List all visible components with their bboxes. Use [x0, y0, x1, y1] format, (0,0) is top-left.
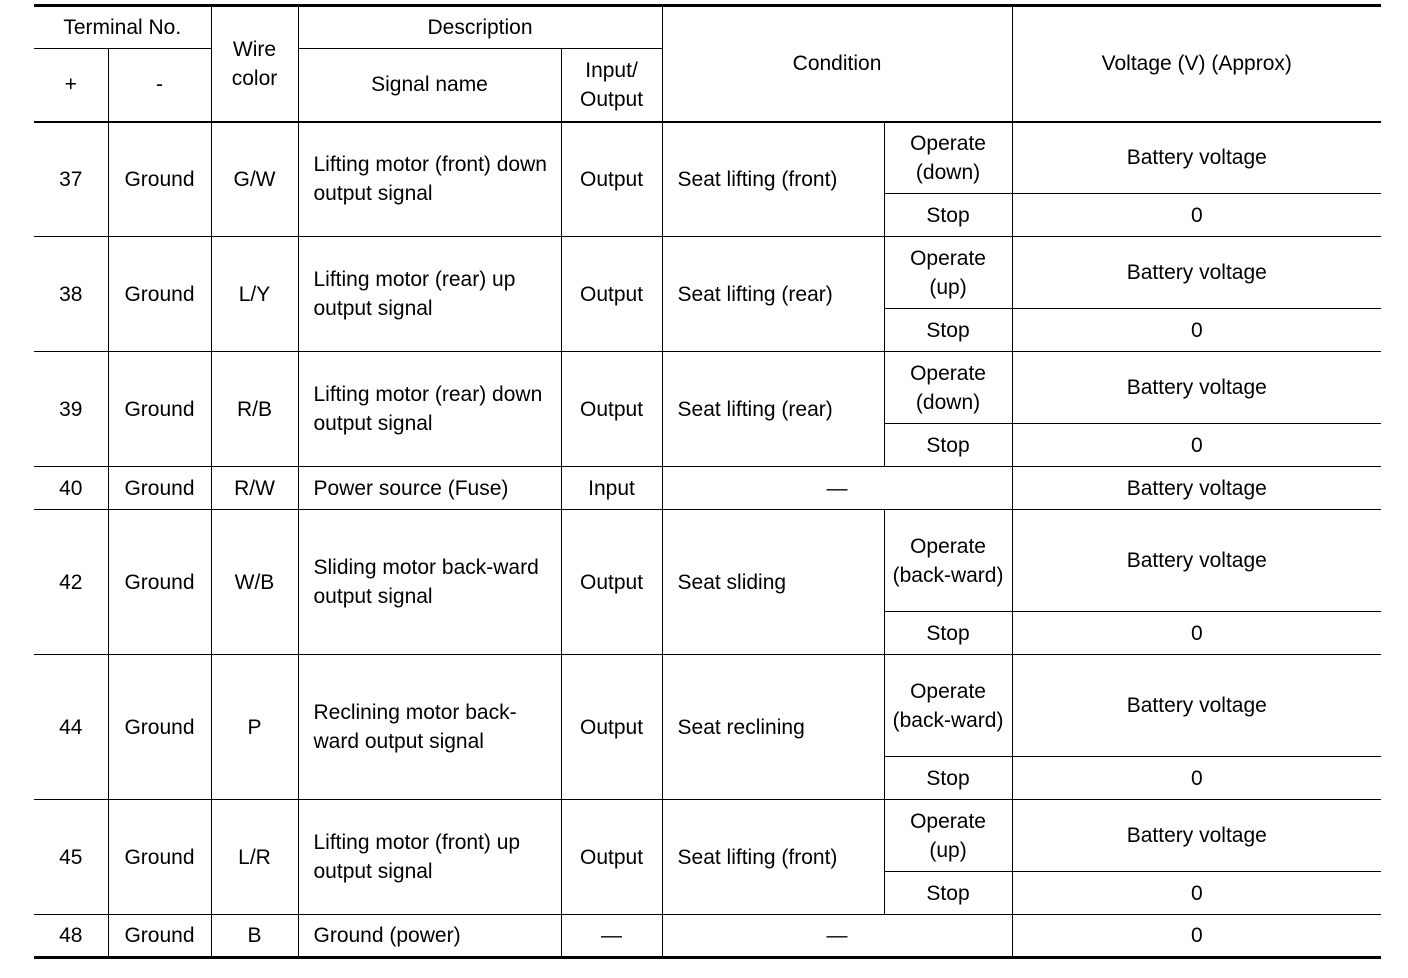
terminal-plus: 39: [34, 352, 108, 467]
wire-color: W/B: [211, 510, 298, 655]
condition-state: Operate (back-ward): [884, 655, 1012, 757]
table-row: [34, 352, 1381, 424]
terminal-plus: 38: [34, 237, 108, 352]
terminal-plus: 44: [34, 655, 108, 800]
condition: Seat sliding: [662, 510, 884, 655]
input-output: Output: [561, 655, 662, 800]
header-wire-color: Wire color: [211, 6, 298, 122]
wire-color: P: [211, 655, 298, 800]
terminal-minus: Ground: [108, 915, 211, 958]
signal-name: Lifting motor (front) down output signal: [298, 122, 561, 237]
input-output: Input: [561, 467, 662, 510]
signal-name: Lifting motor (rear) up output signal: [298, 237, 561, 352]
header-minus: -: [108, 49, 211, 122]
condition: —: [662, 915, 1012, 958]
voltage: Battery voltage: [1012, 510, 1381, 612]
input-output: Output: [561, 122, 662, 237]
wire-color: G/W: [211, 122, 298, 237]
voltage: Battery voltage: [1012, 122, 1381, 194]
signal-name: Power source (Fuse): [298, 467, 561, 510]
condition: Seat reclining: [662, 655, 884, 800]
input-output: Output: [561, 800, 662, 915]
condition: Seat lifting (rear): [662, 237, 884, 352]
voltage: 0: [1012, 612, 1381, 655]
terminal-minus: Ground: [108, 237, 211, 352]
wire-color: B: [211, 915, 298, 958]
header-terminal-no: Terminal No.: [34, 6, 211, 49]
signal-name: Lifting motor (rear) down output signal: [298, 352, 561, 467]
condition-state: Operate (back-ward): [884, 510, 1012, 612]
header-input-output: Input/ Output: [561, 49, 662, 122]
terminal-plus: 42: [34, 510, 108, 655]
signal-name: Reclining motor back-ward output signal: [298, 655, 561, 800]
condition: Seat lifting (front): [662, 122, 884, 237]
voltage: Battery voltage: [1012, 655, 1381, 757]
header-plus: +: [34, 49, 108, 122]
condition-state: Operate (down): [884, 352, 1012, 424]
table-row: [34, 800, 1381, 872]
table-row: [34, 510, 1381, 612]
condition: Seat lifting (front): [662, 800, 884, 915]
condition-state: Stop: [884, 309, 1012, 352]
condition-state: Stop: [884, 194, 1012, 237]
header-description: Description: [298, 6, 662, 49]
terminal-plus: 48: [34, 915, 108, 958]
terminal-minus: Ground: [108, 352, 211, 467]
header-signal-name: Signal name: [298, 49, 561, 122]
voltage: Battery voltage: [1012, 800, 1381, 872]
terminal-minus: Ground: [108, 122, 211, 237]
terminal-minus: Ground: [108, 510, 211, 655]
condition-state: Stop: [884, 757, 1012, 800]
input-output: Output: [561, 237, 662, 352]
wire-color: R/W: [211, 467, 298, 510]
wire-color: L/R: [211, 800, 298, 915]
terminal-minus: Ground: [108, 655, 211, 800]
voltage: Battery voltage: [1012, 352, 1381, 424]
terminal-plus: 45: [34, 800, 108, 915]
voltage: 0: [1012, 309, 1381, 352]
voltage: 0: [1012, 872, 1381, 915]
condition-state: Operate (up): [884, 800, 1012, 872]
input-output: —: [561, 915, 662, 958]
condition-state: Stop: [884, 872, 1012, 915]
table-row: [34, 915, 1381, 958]
table-row: [34, 122, 1381, 194]
wire-color: R/B: [211, 352, 298, 467]
condition-state: Stop: [884, 612, 1012, 655]
signal-name: Lifting motor (front) up output signal: [298, 800, 561, 915]
voltage: Battery voltage: [1012, 467, 1381, 510]
condition-state: Stop: [884, 424, 1012, 467]
terminal-minus: Ground: [108, 467, 211, 510]
condition: —: [662, 467, 1012, 510]
header-voltage: Voltage (V) (Approx): [1012, 6, 1381, 122]
voltage: Battery voltage: [1012, 237, 1381, 309]
header-condition: Condition: [662, 6, 1012, 122]
voltage: 0: [1012, 424, 1381, 467]
signal-name: Ground (power): [298, 915, 561, 958]
condition: Seat lifting (rear): [662, 352, 884, 467]
terminal-plus: 40: [34, 467, 108, 510]
condition-state: Operate (down): [884, 122, 1012, 194]
voltage: 0: [1012, 757, 1381, 800]
input-output: Output: [561, 352, 662, 467]
voltage: 0: [1012, 915, 1381, 958]
voltage: 0: [1012, 194, 1381, 237]
terminal-minus: Ground: [108, 800, 211, 915]
condition-state: Operate (up): [884, 237, 1012, 309]
terminal-table: [34, 4, 1381, 959]
wire-color: L/Y: [211, 237, 298, 352]
input-output: Output: [561, 510, 662, 655]
table-row: [34, 655, 1381, 757]
table-row: [34, 237, 1381, 309]
table-row: [34, 467, 1381, 510]
signal-name: Sliding motor back-ward output signal: [298, 510, 561, 655]
terminal-plus: 37: [34, 122, 108, 237]
